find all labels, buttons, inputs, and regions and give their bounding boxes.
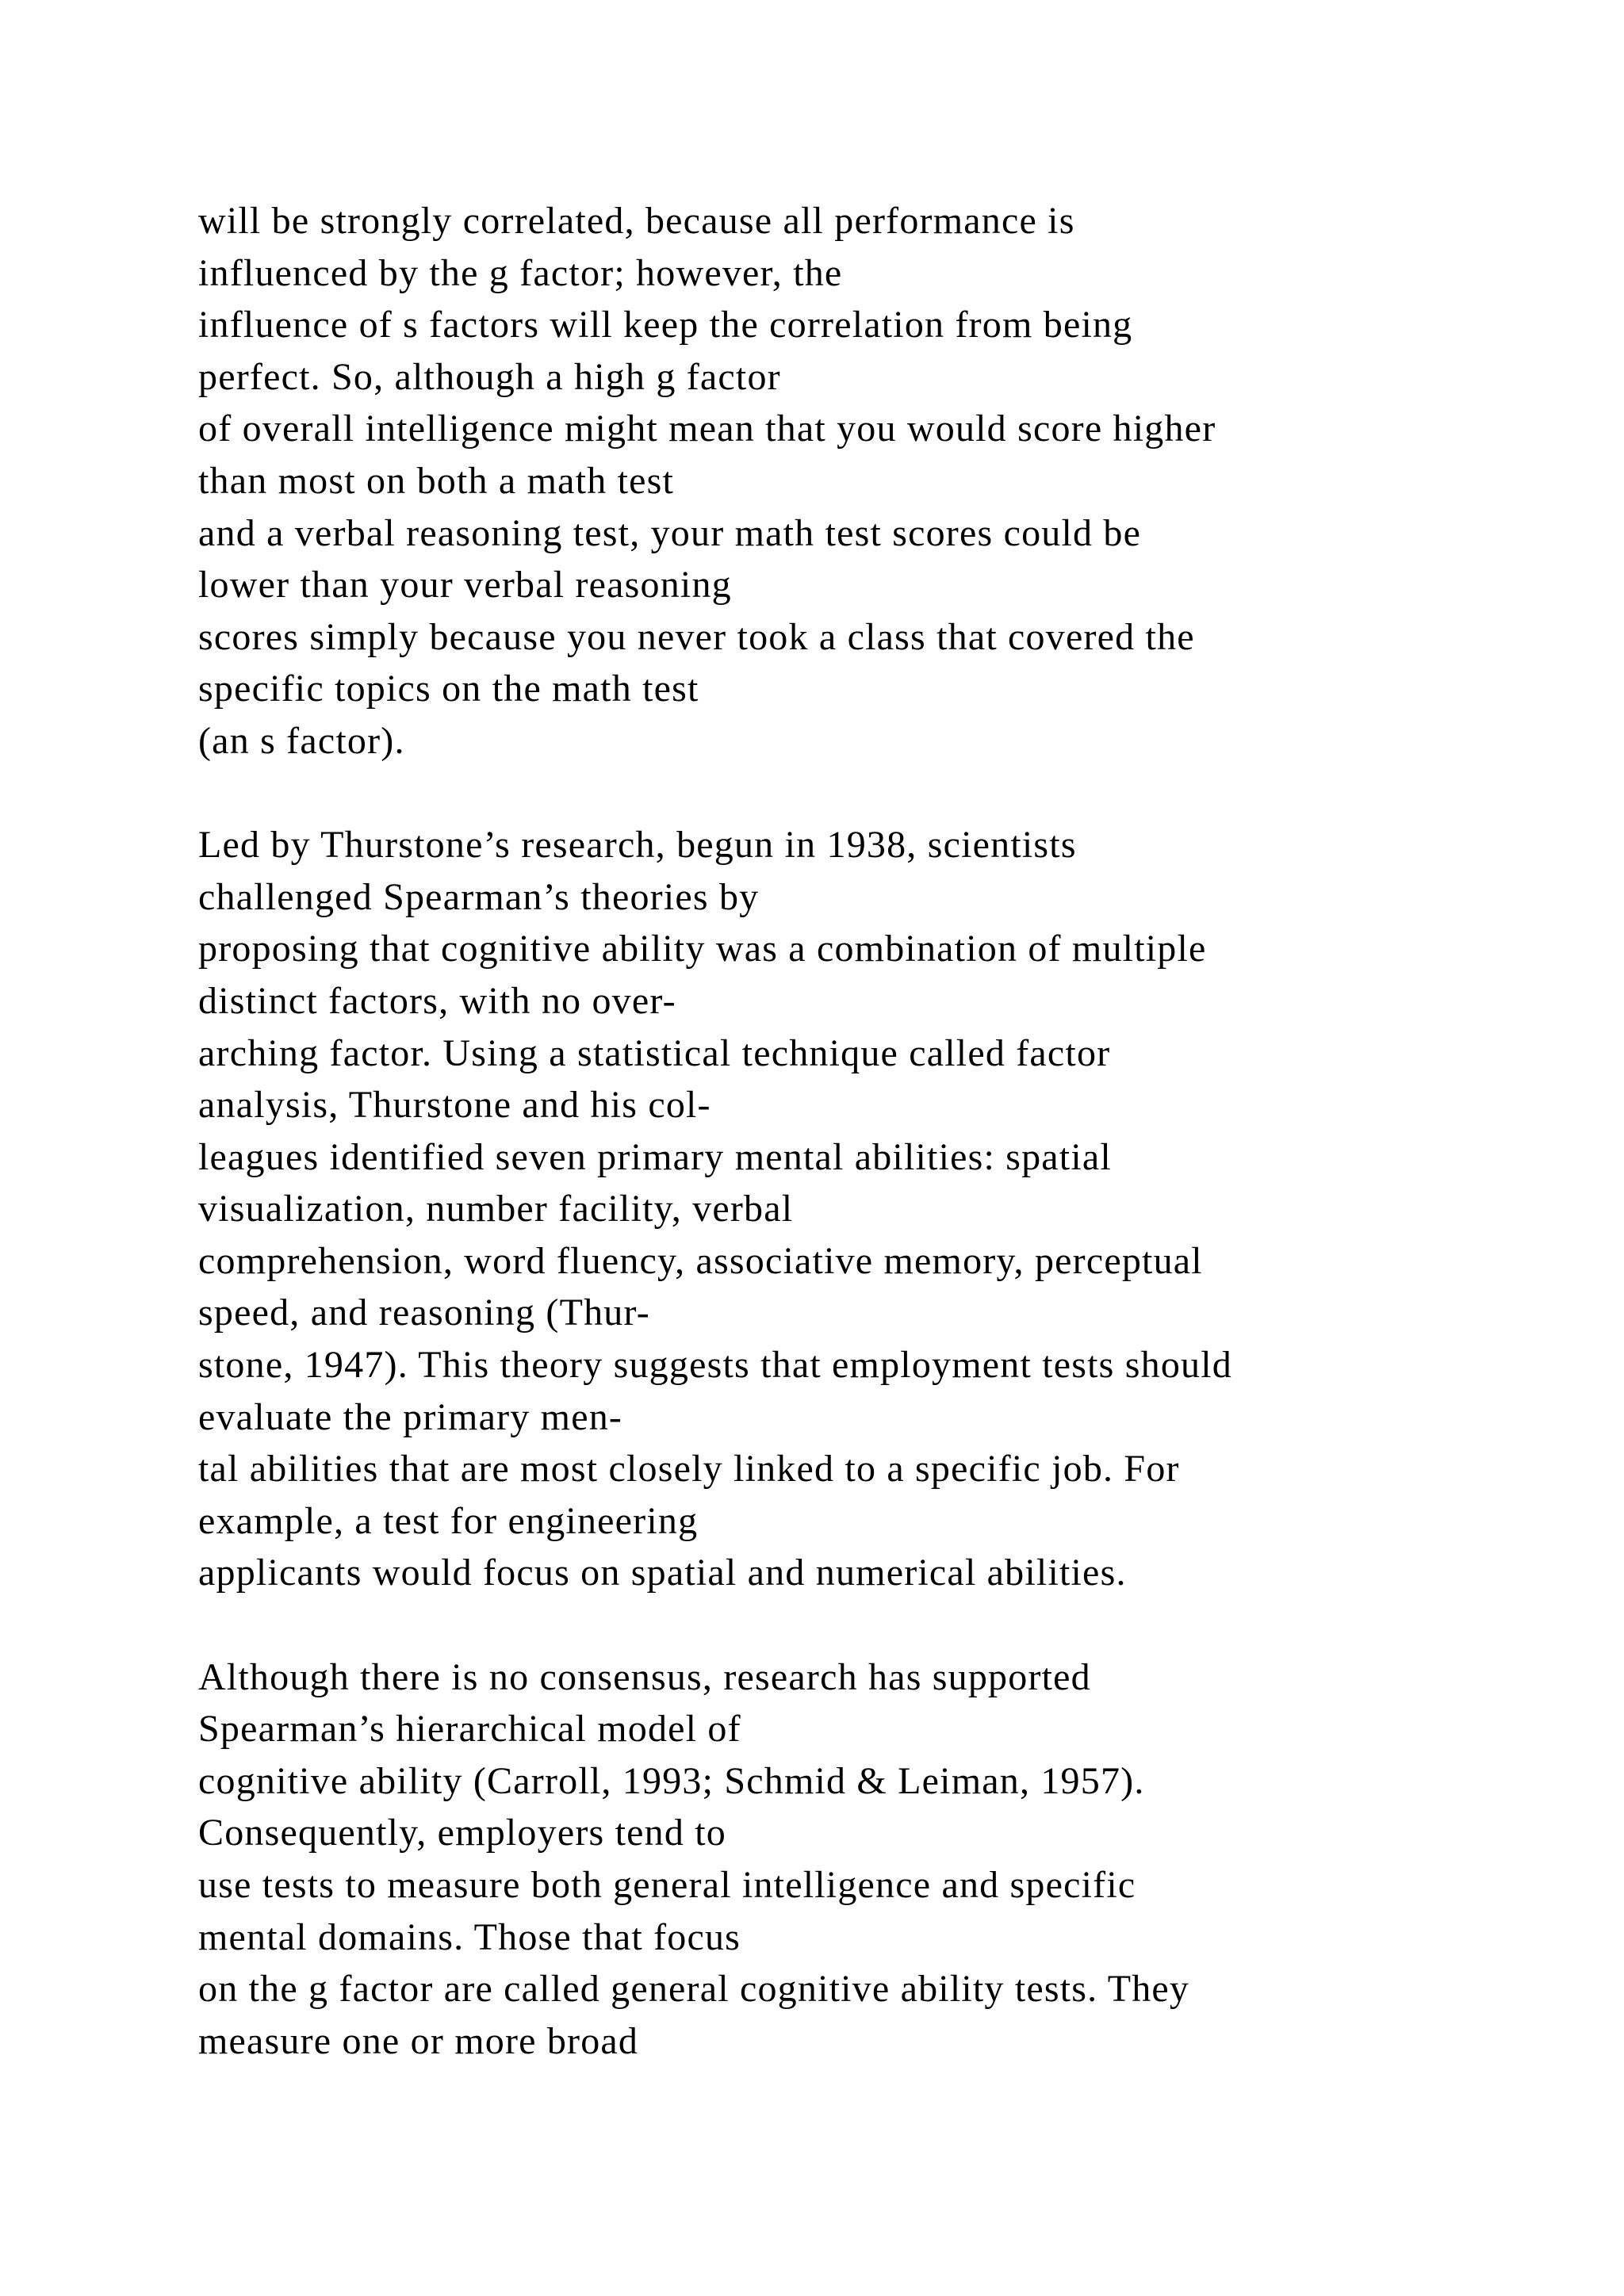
text-line: Led by Thurstone’s research, begun in 1938, scientists xyxy=(198,824,1077,867)
text-line: tal abilities that are most closely linked to a specific job. For xyxy=(198,1448,1180,1490)
paragraph-spacer xyxy=(198,1599,1546,1651)
text-line: than most on both a math test xyxy=(198,459,675,502)
text-line: and a verbal reasoning test, your math test scores could be xyxy=(198,511,1142,554)
text-line: mental domains. Those that focus xyxy=(198,1915,741,1958)
text-line: evaluate the primary men- xyxy=(198,1395,623,1438)
text-line: specific topics on the math test xyxy=(198,668,699,710)
text-line: distinct factors, with no over- xyxy=(198,979,676,1022)
text-line: Although there is no consensus, research has supported xyxy=(198,1655,1091,1698)
text-line: scores simply because you never took a class that covered the xyxy=(198,615,1195,658)
text-line: speed, and reasoning (Thur- xyxy=(198,1292,650,1334)
text-line: leagues identified seven primary mental abilities: spatial xyxy=(198,1135,1112,1178)
paragraph-1 xyxy=(198,195,1546,767)
text-line: example, a test for engineering xyxy=(198,1499,699,1542)
text-line: Spearman’s hierarchical model of xyxy=(198,1708,741,1751)
body-text xyxy=(198,195,1546,2067)
text-line: use tests to measure both general intelligence and specific xyxy=(198,1864,1136,1906)
text-line: measure one or more broad xyxy=(198,2019,639,2062)
text-line: influence of s factors will keep the correlation from being xyxy=(198,304,1133,346)
text-line: of overall intelligence might mean that you would score higher xyxy=(198,408,1216,450)
text-line: lower than your verbal reasoning xyxy=(198,564,732,607)
text-line: on the g factor are called general cognitive ability tests. They xyxy=(198,1968,1190,2011)
paragraph-3 xyxy=(198,1651,1546,2068)
text-line: perfect. So, although a high g factor xyxy=(198,355,781,398)
paragraph-spacer xyxy=(198,767,1546,820)
text-line: analysis, Thurstone and his col- xyxy=(198,1084,711,1127)
text-line: challenged Spearman’s theories by xyxy=(198,875,760,918)
text-line: proposing that cognitive ability was a combination of multiple xyxy=(198,928,1207,970)
text-line: will be strongly correlated, because all performance is xyxy=(198,200,1075,242)
text-line: arching factor. Using a statistical technique called factor xyxy=(198,1031,1111,1074)
text-line: applicants would focus on spatial and numerical abilities. xyxy=(198,1552,1127,1594)
paragraph-2 xyxy=(198,819,1546,1599)
text-line: stone, 1947). This theory suggests that employment tests should xyxy=(198,1344,1232,1387)
text-line: (an s factor). xyxy=(198,719,405,762)
text-line: influenced by the g factor; however, the xyxy=(198,251,843,294)
text-line: Consequently, employers tend to xyxy=(198,1812,726,1854)
text-line: visualization, number facility, verbal xyxy=(198,1188,794,1230)
text-line: cognitive ability (Carroll, 1993; Schmid & Leiman, 1957). xyxy=(198,1759,1145,1802)
text-line: comprehension, word fluency, associative memory, perceptual xyxy=(198,1239,1203,1282)
